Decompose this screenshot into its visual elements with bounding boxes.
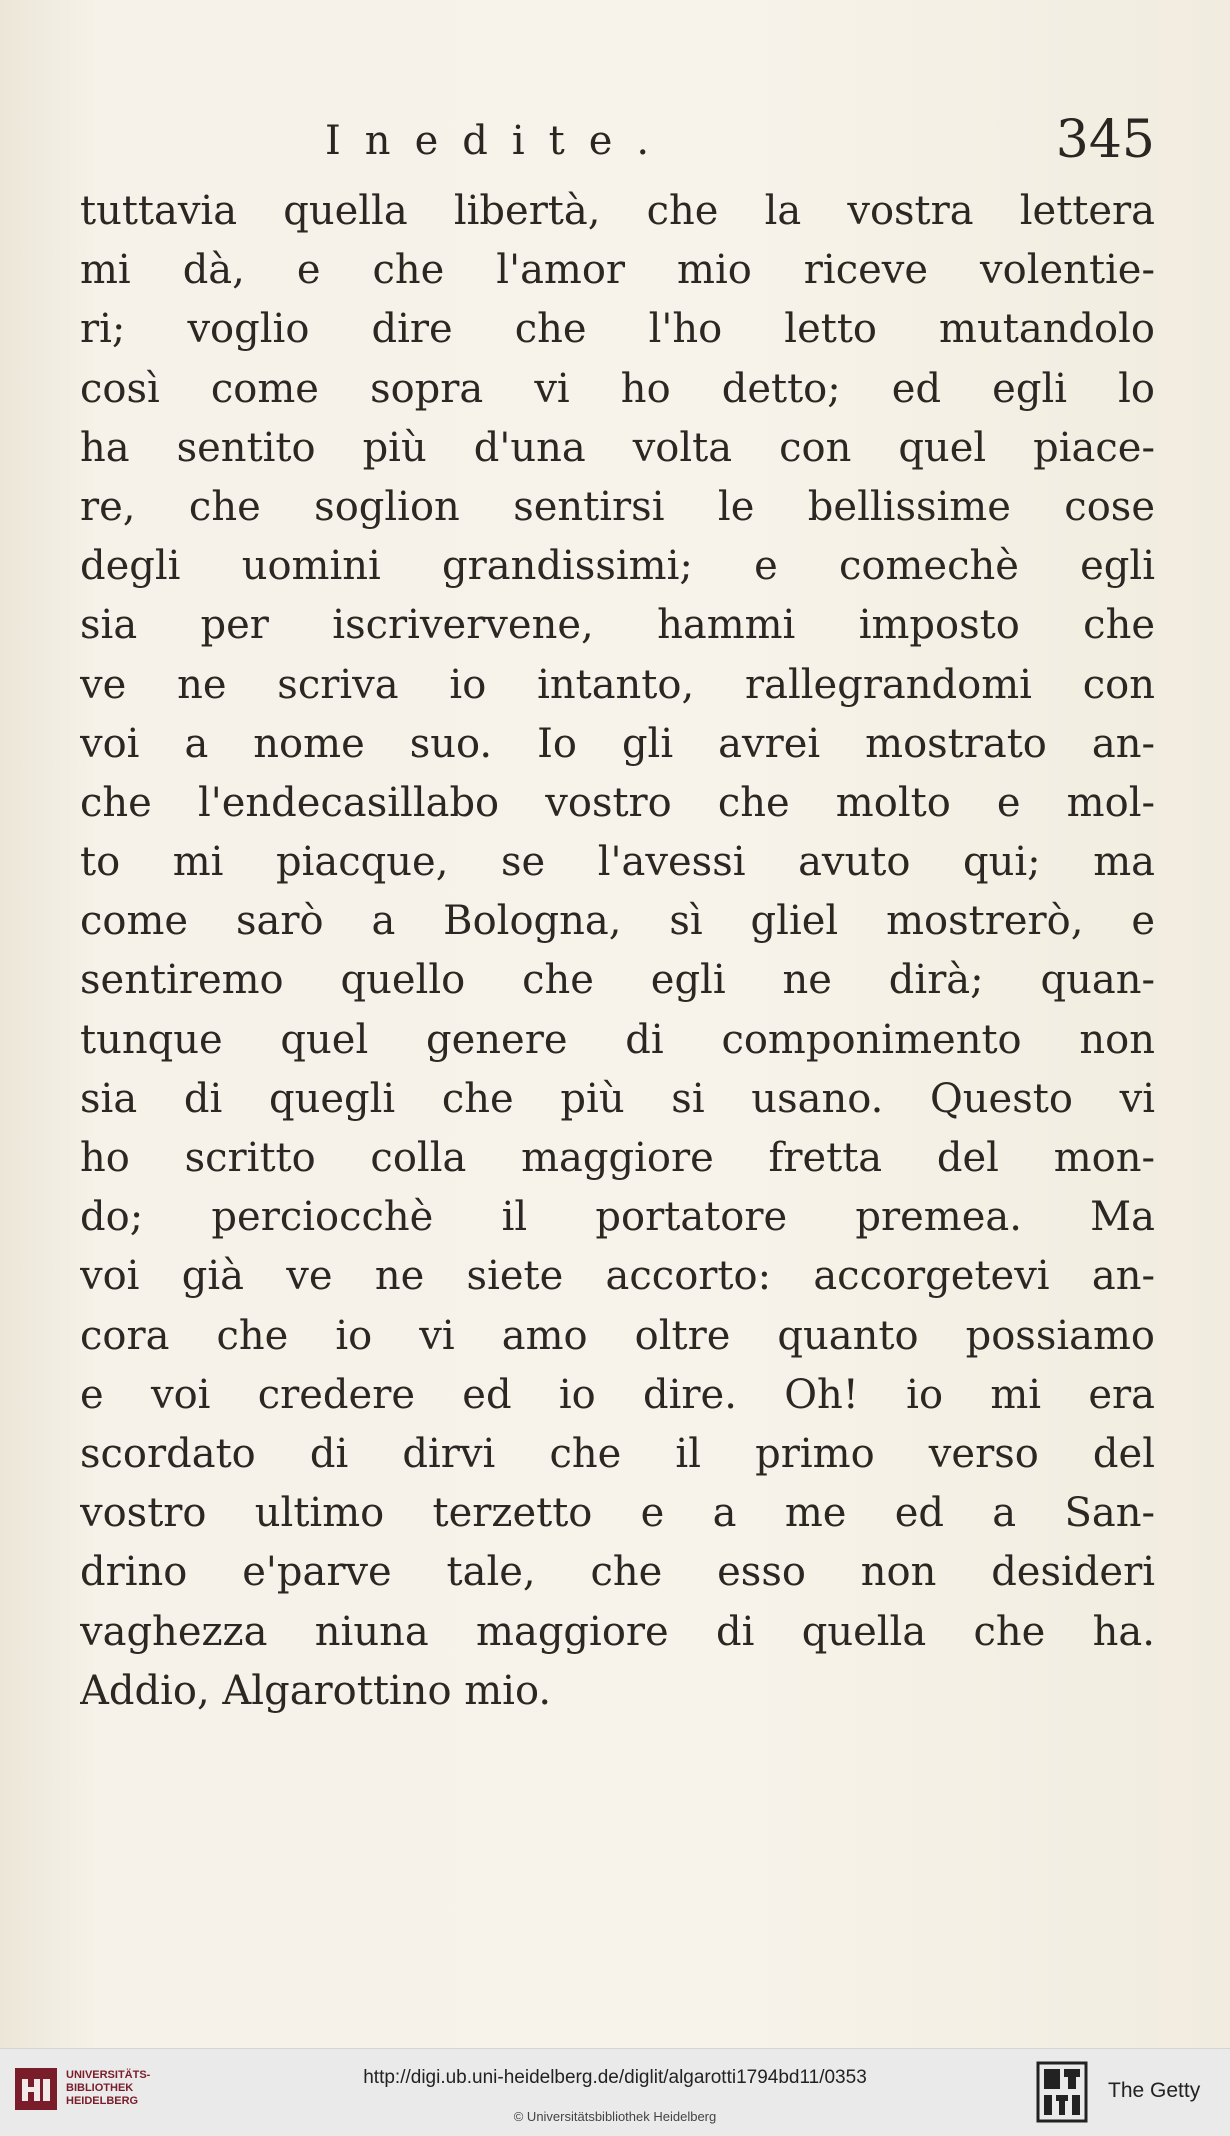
library-name-line: BIBLIOTHEK <box>66 2082 134 2094</box>
library-name-line: UNIVERSITÄTS- <box>66 2069 151 2081</box>
text-line: sia di quegli che più si usano. Questo vi <box>80 1075 1155 1122</box>
text-line: vostro ultimo terzetto e a me ed a San- <box>80 1490 1155 1537</box>
text-line-last: Addio, Algarottino mio. <box>80 1667 552 1714</box>
permalink-url[interactable]: http://digi.ub.uni-heidelberg.de/diglit/algarotti1794bd11/0353 <box>363 2067 867 2088</box>
copyright-notice: © Universitätsbibliothek Heidelberg <box>513 2109 717 2124</box>
page-header <box>80 110 1155 178</box>
text-line: ho scritto colla maggiore fretta del mon- <box>80 1135 1155 1181</box>
text-line: cora che io vi amo oltre quanto possiamo <box>80 1312 1155 1359</box>
text-line: voi a nome suo. Io gli avrei mostrato an- <box>80 720 1155 767</box>
getty-logo-icon <box>1036 2061 1088 2123</box>
library-name-line: HEIDELBERG <box>66 2095 139 2107</box>
page-number: 345 <box>1055 110 1155 170</box>
text-line: e voi credere ed io dire. Oh! io mi era <box>80 1371 1155 1418</box>
text-line: vaghezza niuna maggiore di quella che ha. <box>80 1608 1155 1655</box>
text-line: come sarò a Bologna, sì gliel mostrerò, e <box>80 898 1155 945</box>
text-line: sentiremo quello che egli ne dirà; quan- <box>80 957 1155 1004</box>
text-line: degli uomini grandissimi; e comechè egli <box>80 543 1155 590</box>
text-line: sia per iscrivervene, hammi imposto che <box>80 602 1155 649</box>
body-text <box>80 182 1155 1721</box>
text-line: do; perciocchè il portatore premea. Ma <box>80 1194 1155 1241</box>
text-line: re, che soglion sentirsi le bellissime cose <box>80 483 1155 530</box>
text-line: che l'endecasillabo vostro che molto e mol- <box>80 779 1155 826</box>
text-line: voi già ve ne siete accorto: accorgetevi an- <box>80 1253 1155 1300</box>
text-line: ve ne scriva io intanto, rallegrandomi con <box>80 661 1155 708</box>
text-line: tunque quel genere di componimento non <box>80 1016 1155 1063</box>
viewer-footer <box>0 2048 1230 2136</box>
running-title: Inedite. <box>325 118 674 164</box>
text-line: drino e'parve tale, che esso non desideri <box>80 1549 1155 1596</box>
text-line: così come sopra vi ho detto; ed egli lo <box>80 365 1155 412</box>
text-line: mi dà, e che l'amor mio riceve volentie- <box>80 247 1155 294</box>
text-line: ha sentito più d'una volta con quel piace- <box>80 424 1155 471</box>
text-line: tuttavia quella libertà, che la vostra lettera <box>80 188 1155 234</box>
text-line: to mi piacque, se l'avessi avuto qui; ma <box>80 839 1155 886</box>
text-line: ri; voglio dire che l'ho letto mutandolo <box>80 306 1155 353</box>
getty-name: The Getty <box>1108 2079 1201 2102</box>
text-line: scordato di dirvi che il primo verso del <box>80 1430 1155 1477</box>
